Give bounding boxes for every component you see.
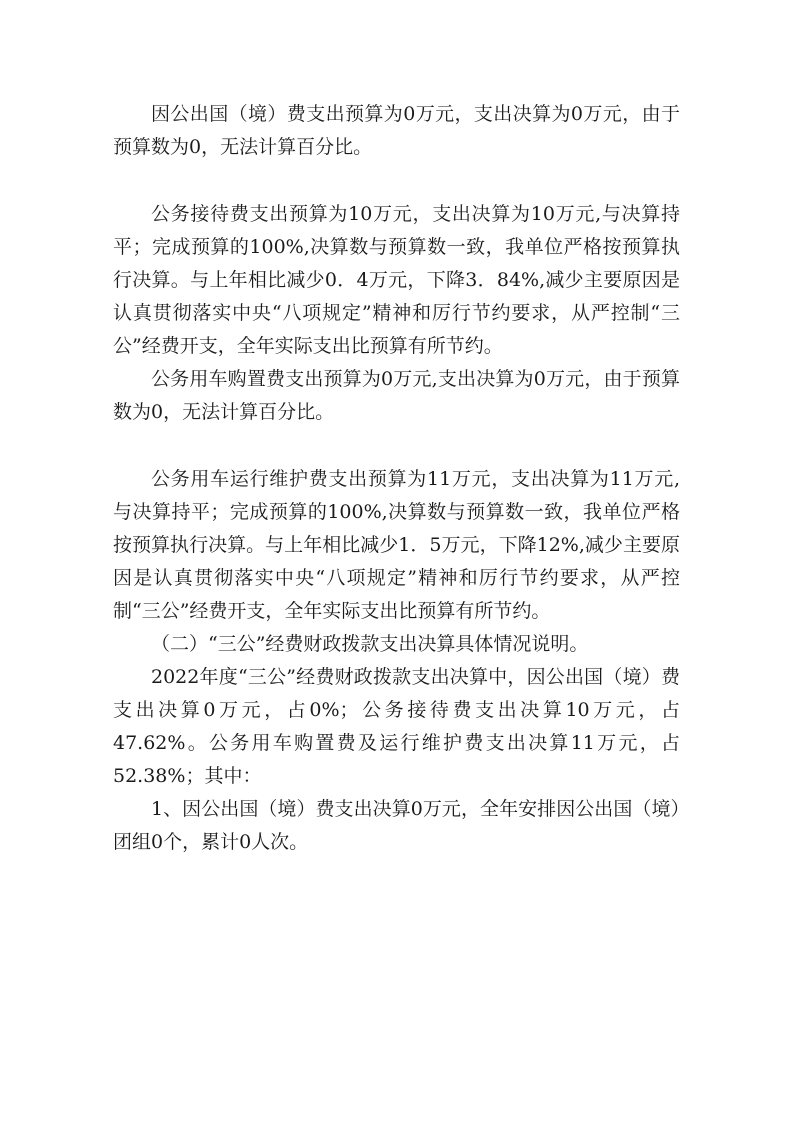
paragraph-vehicle-operation: 公务用车运行维护费支出预算为11万元，支出决算为11万元,与决算持平；完成预算的100%,决算数与预算数一致，我单位严格按预算执行决算。与上年相比减少1．5万元，下降12%,减少主要原因是认真贯彻落实中央“八项规定”精神和厉行节约要求，从严控制“三公”经费开支，全年实际支出比预算有所节约。 xyxy=(113,468,680,622)
paragraph-vehicle-purchase: 公务用车购置费支出预算为0万元,支出决算为0万元，由于预算数为0，无法计算百分比。 xyxy=(113,368,680,423)
paragraph-reception: 公务接待费支出预算为10万元，支出决算为10万元,与决算持平；完成预算的100%,决算数与预算数一致，我单位严格按预算执行决算。与上年相比减少0．4万元，下降3．84%,减少主要原因是认真贯彻落实中央“八项规定”精神和厉行节约要求，从严控制“三公”经费开支，全年实际支出比预算有所节约。 xyxy=(113,203,680,357)
paragraph-2022-summary: 2022年度“三公”经费财政拨款支出决算中，因公出国（境）费支出决算0万元，占0%；公务接待费支出决算10万元，占47.62%。公务用车购置费及运行维护费支出决算11万元，占52.38%；其中： xyxy=(113,666,680,787)
paragraph-item-1-overseas: 1、因公出国（境）费支出决算0万元，全年安排因公出国（境）团组0个，累计0人次。 xyxy=(113,798,680,853)
section-heading-fiscal-explanation: （二）“三公”经费财政拨款支出决算具体情况说明。 xyxy=(151,633,589,655)
paragraph-overseas-travel: 因公出国（境）费支出预算为0万元，支出决算为0万元，由于预算数为0，无法计算百分比。 xyxy=(113,103,680,158)
document-body xyxy=(113,98,680,859)
